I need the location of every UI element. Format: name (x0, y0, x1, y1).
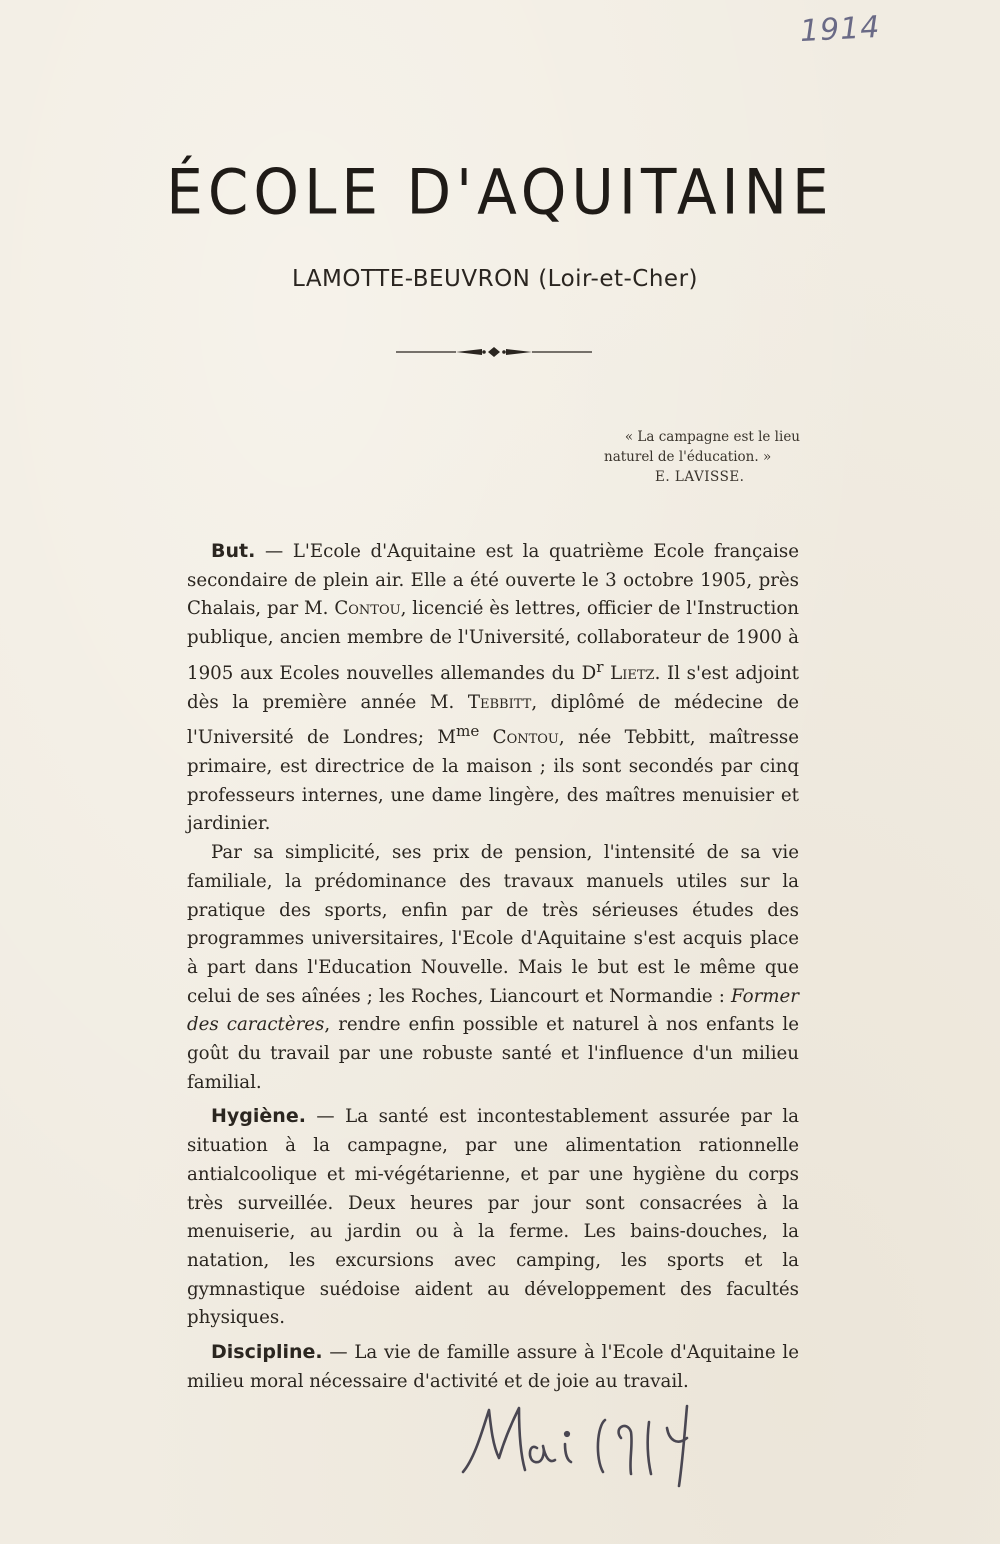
document-title: ÉCOLE D'AQUITAINE (166, 155, 834, 229)
paragraph-text: La vie de famille assure à l'Ecole d'Aquitaine le milieu moral nécessaire d'activité et de joie au travail. (187, 1342, 799, 1392)
paragraph-text: . Il s'est adjoint dès la première année M. (187, 662, 799, 713)
section-heading-hygiene: Hygiène. (211, 1105, 306, 1128)
person-name: Tebbitt (467, 691, 532, 713)
paragraph-but-continued (187, 839, 799, 1097)
superscript: r (596, 657, 604, 676)
handwritten-date-signature-icon (455, 1398, 715, 1488)
paragraph-text: , diplômé de médecine de l'Université de Londres; M (187, 691, 799, 749)
paragraph-text: La santé est incontestablement assurée par la situation à la campagne, par une alimentation rationnelle antialcoolique et mi-végétarienne, et par une hygiène du corps très surveillée. Deux heures par jour sont consacrées à la menuiserie, au jardin ou à la ferme. Les bains-douches, la natation, les excursions avec camping, les sports et la gymnastique suédoise aident au développement des facultés physiques. (187, 1106, 799, 1329)
paragraph-text: L'Ecole d'Aquitaine est la quatrième Ecole française secondaire de plein air. Elle a été ouverte le 3 octobre 1905, près Chalais, par M. (187, 541, 799, 620)
person-name: Contou (334, 598, 401, 620)
heading-dash: — (305, 1106, 346, 1128)
heading-dash: — (322, 1342, 355, 1364)
person-name: Contou (492, 727, 559, 749)
section-heading-discipline: Discipline. (211, 1341, 323, 1364)
heading-dash: — (255, 541, 293, 562)
handwritten-year-annotation: 1914 (799, 9, 882, 50)
paragraph-text: , licencié ès lettres, officier de l'Instruction publique, ancien membre de l'Université, collaborateur de 1900 à 1905 aux Ecoles nouvelles allemandes du D (187, 598, 799, 684)
paragraph-text (479, 727, 492, 748)
epigraph-quote (600, 427, 800, 487)
ornament-divider-icon (396, 345, 592, 359)
document-body (187, 537, 799, 1397)
superscript: me (455, 722, 480, 741)
paragraph-text: , rendre enfin possible et naturel à nos enfants le goût du travail par une robuste santé et l'influence d'un milieu familial. (187, 1014, 799, 1093)
emphasis-text: Former des caractères (187, 985, 799, 1036)
section-heading-but: But. (211, 540, 256, 562)
person-name: Lietz (610, 662, 655, 684)
paragraph-hygiene (187, 1102, 799, 1333)
epigraph-line: « La campagne est le lieu (624, 429, 800, 445)
document-subtitle: LAMOTTE-BEUVRON (Loir-et-Cher) (291, 266, 699, 292)
paragraph-but (187, 537, 799, 839)
epigraph-line: naturel de l'éducation. » (604, 449, 772, 465)
paragraph-discipline (187, 1338, 799, 1396)
paragraph-text: Par sa simplicité, ses prix de pension, l'intensité de sa vie familiale, la prédominance des travaux manuels utiles sur la pratique des sports, enfin par de très sérieuses études des programmes universitaires, l'Ecole d'Aquitaine s'est acquis place à part dans l'Education Nouvelle. Mais le but est le même que celui de ses aînées ; les Roches, Liancourt et Normandie : (187, 842, 799, 1007)
epigraph-author: E. LAVISSE. (655, 469, 745, 485)
paragraph-text: , née Tebbitt, maîtresse primaire, est directrice de la maison ; ils sont secondés par cinq professeurs internes, une dame lingère, des maîtres menuisier et jardinier. (187, 727, 799, 835)
